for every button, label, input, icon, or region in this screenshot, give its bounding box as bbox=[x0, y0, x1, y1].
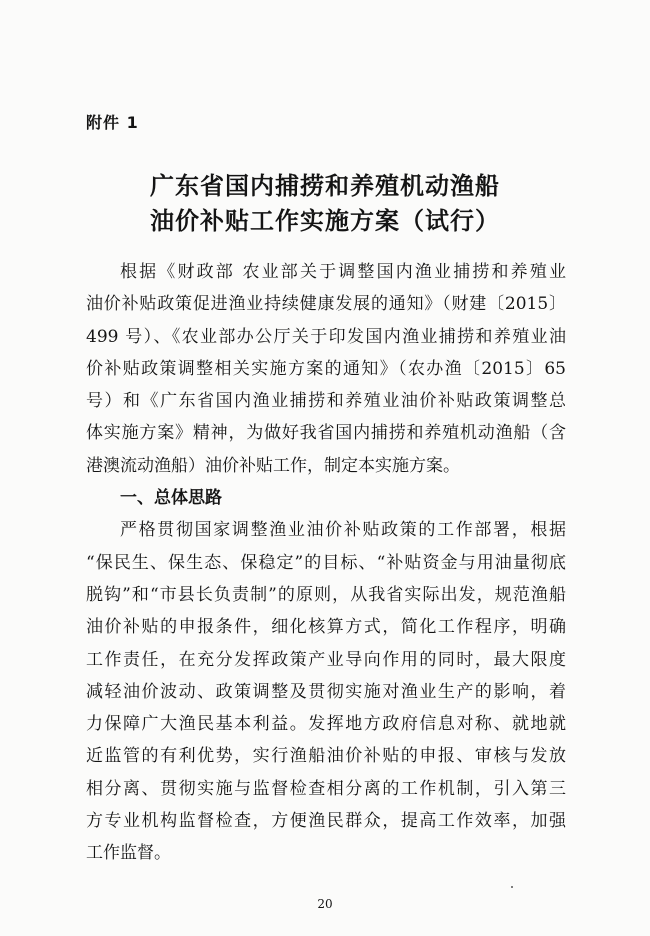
section-line: 油价补贴的申报条件，细化核算方式，简化工作程序，明确 bbox=[86, 617, 566, 638]
document-title-line-1: 广东省国内捕捞和养殖机动渔船 bbox=[150, 172, 500, 200]
intro-line: 499 号）、《农业部办公厅关于印发国内渔业捕捞和养殖业油 bbox=[86, 326, 566, 347]
section-line: 脱钩”和“市县长负责制”的原则，从我省实际出发，规范渔船 bbox=[86, 584, 566, 605]
attachment-label: 附件 1 bbox=[86, 113, 139, 132]
intro-line: 根据《财政部 农业部关于调整国内渔业捕捞和养殖业 bbox=[120, 262, 566, 282]
page-number: 20 bbox=[317, 897, 333, 911]
section-line: 工作责任，在充分发挥政策产业导向作用的同时，最大限度 bbox=[86, 649, 566, 670]
intro-line: 价补贴政策调整相关实施方案的通知》（农办渔〔2015〕65 bbox=[86, 358, 566, 379]
scan-speck bbox=[511, 886, 513, 888]
section-line: 相分离、贯彻实施与监督检查相分离的工作机制，引入第三 bbox=[86, 778, 566, 799]
document-body bbox=[86, 256, 566, 870]
intro-line: 号）和《广东省国内渔业捕捞和养殖业油价补贴政策调整总 bbox=[86, 391, 566, 412]
section-line: 严格贯彻国家调整渔业油价补贴政策的工作部署，根据 bbox=[120, 520, 566, 541]
section-line: 近监管的有利优势，实行渔船油价补贴的申报、审核与发放 bbox=[86, 746, 566, 767]
intro-line: 港澳流动渔船）油价补贴工作，制定本实施方案。 bbox=[86, 455, 460, 476]
document-title-line-2: 油价补贴工作实施方案（试行） bbox=[150, 207, 500, 235]
section-line: 工作监督。 bbox=[86, 843, 171, 864]
section-line: “保民生、保生态、保稳定”的目标、“补贴资金与用油量彻底 bbox=[86, 552, 566, 573]
section-line: 减轻油价波动、政策调整及贯彻实施对渔业生产的影响，着 bbox=[86, 681, 566, 702]
intro-line: 油价补贴政策促进渔业持续健康发展的通知》（财建〔2015〕 bbox=[86, 294, 566, 315]
intro-line: 体实施方案》精神，为做好我省国内捕捞和养殖机动渔船（含 bbox=[86, 423, 566, 444]
section-line: 力保障广大渔民基本利益。发挥地方政府信息对称、就地就 bbox=[86, 714, 566, 735]
section-line: 方专业机构监督检查，方便渔民群众，提高工作效率，加强 bbox=[86, 811, 566, 832]
section-heading: 一、总体思路 bbox=[120, 488, 222, 509]
